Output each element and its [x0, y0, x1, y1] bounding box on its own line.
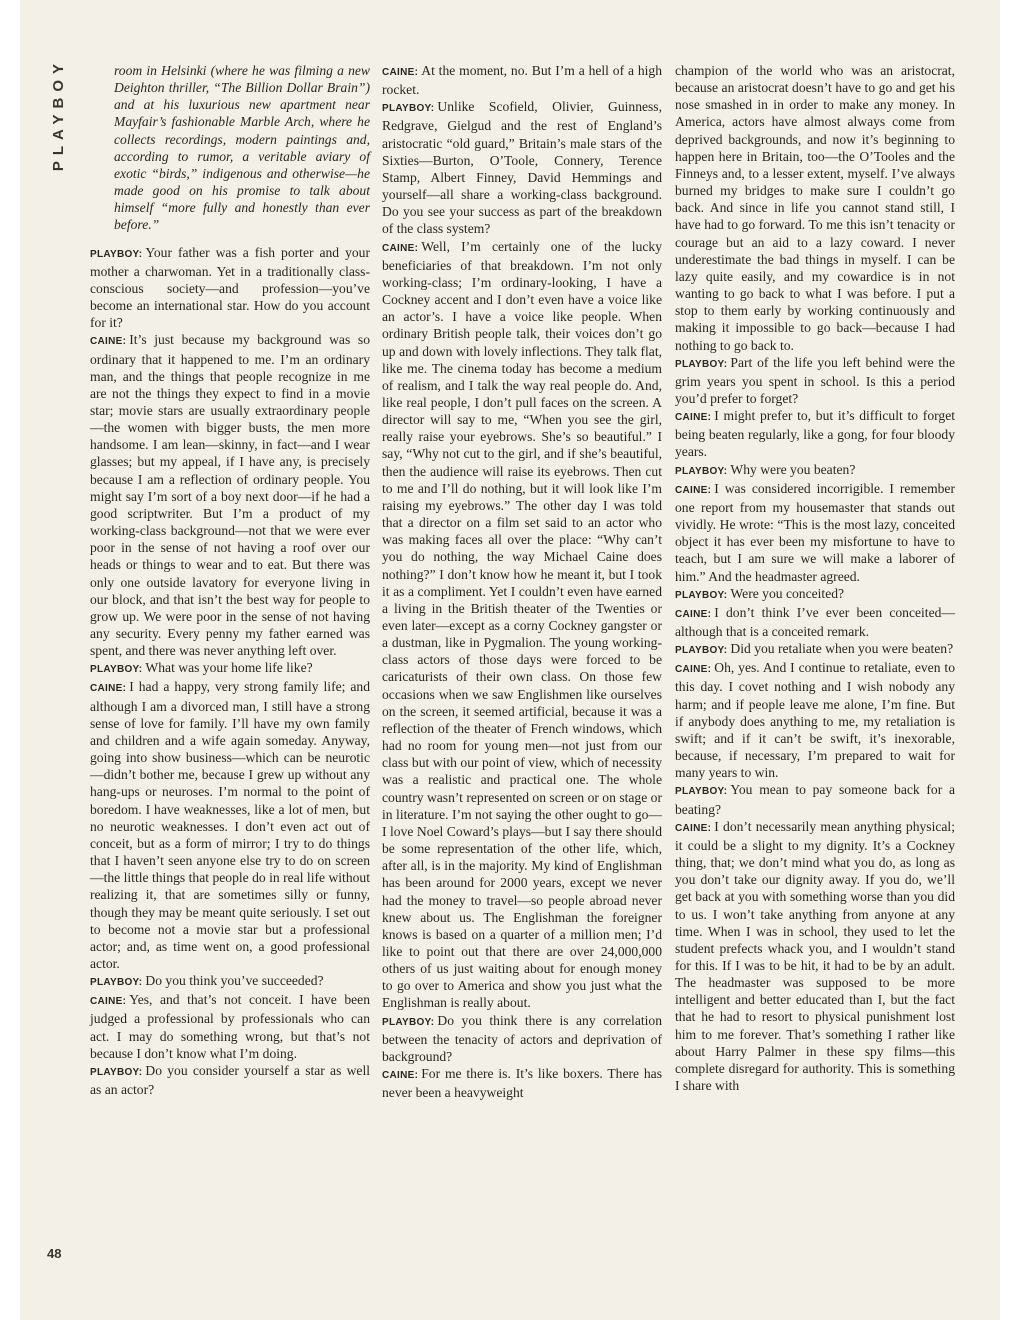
paragraph-text: Oh, yes. And I continue to retaliate, even to this day. I covet nothing and I wish nobody any harm; and if people leave me alone, I’m fine. But if anybody does anything to me, my retaliation is swift; and if it can’t be swift, it’s inexorable, because, if necessary, I’m prepared to wait for many years to win. — [675, 660, 955, 781]
interview-paragraph — [90, 972, 370, 991]
interview-paragraph — [90, 244, 370, 332]
text-column-2 — [382, 62, 662, 1101]
interview-paragraph — [675, 781, 955, 817]
paragraph-text: For me there is. It’s like boxers. There has never been a heavyweight — [382, 1066, 662, 1101]
magazine-page — [20, 0, 1000, 1320]
interview-paragraph — [90, 1062, 370, 1098]
text-column-1 — [90, 62, 370, 1098]
intro-paragraph: room in Helsinki (where he was filming a new Deighton thriller, “The Billion Dollar Brain”) and at his luxurious new apartment near Mayfair’s fashionable Marble Arch, where he collects recordings, modern paintings and, according to rumor, a veritable aviary of exotic “birds,” indigenous and otherwise—he made good on his promise to talk about himself “more fully and honestly than ever before.” — [114, 63, 370, 233]
speaker-label: PLAYBOY: — [675, 589, 728, 601]
paragraph-text: Unlike Scofield, Olivier, Guinness, Redgrave, Gielgud and the rest of England’s aristocratic “old guard,” Britain’s male stars of the Sixties—Burton, O’Toole, Connery, Terence Stamp, Albert Finney, David Hemmings and yourself—all share a working-class background. Do you see your success as part of the breakdown of the class system? — [382, 99, 662, 237]
interview-paragraph — [675, 354, 955, 407]
paragraph-text: Yes, and that’s not conceit. I have been judged a professional by professionals who can act. I may do something wrong, but that’s not because I don’t know what I’m doing. — [90, 992, 370, 1061]
paragraph-text: Part of the life you left behind were the grim years you spent in school. Is this a period you’d prefer to forget? — [675, 354, 955, 406]
interview-paragraph — [675, 407, 955, 460]
paragraph-text: Your father was a fish porter and your mother a charwoman. Yet in a traditionally class-conscious society—and profession—you’ve become an international star. How do you account for it? — [90, 244, 370, 331]
speaker-label: PLAYBOY: — [90, 248, 143, 260]
page-number: 48 — [47, 1246, 62, 1261]
speaker-label: CAINE: — [90, 336, 127, 348]
paragraph-text: I was considered incorrigible. I remember one report from my housemaster that stands out vividly. He wrote: “This is the most lazy, conceited object it has ever been my misfortune to have to teach, but I am sure we will make a laborer of him.” And the headmaster agreed. — [675, 480, 955, 584]
paragraph-text: Were you conceited? — [730, 585, 845, 601]
paragraph-text: Why were you beaten? — [730, 461, 856, 477]
paragraph-text: I don’t necessarily mean anything physical; it could be a slight to my dignity. It’s a Cockney thing, that; we don’t mind what you do, as long as you don’t take our dignity away. If you do, we’ll get back at you with something worse than you did to us. I won’t take anything from anyone at any time. When I was in school, they used to let the student prefects whack you, and I wouldn’t stand for this. If I was to be hit, it had to be by an adult. The headmaster was supposed to be more intelligent and better educated than I, but the fact that he had to resort to physical punishment lost him to me forever. That’s something I rather like about Harry Palmer in these spy films—this complete disregard for authority. This is something I share with — [675, 818, 955, 1094]
interview-paragraph — [675, 480, 955, 585]
interview-paragraph — [675, 585, 955, 604]
paragraph-text: Do you think there is any correlation between the tenacity of actors and deprivation of background? — [382, 1012, 662, 1064]
speaker-label: CAINE: — [675, 484, 712, 496]
speaker-label: CAINE: — [382, 242, 419, 254]
text-column-3 — [675, 62, 955, 1094]
interview-paragraph — [675, 640, 955, 659]
speaker-label: PLAYBOY: — [90, 1066, 143, 1078]
interview-paragraph — [675, 461, 955, 480]
interview-paragraph — [382, 1065, 662, 1101]
speaker-label: PLAYBOY: — [90, 977, 143, 989]
speaker-label: CAINE: — [90, 683, 127, 695]
paragraph-text: At the moment, no. But I’m a hell of a high rocket. — [382, 63, 662, 98]
paragraph-text: What was your home life like? — [145, 660, 313, 676]
interview-paragraph — [382, 98, 662, 237]
speaker-label: CAINE: — [675, 412, 712, 424]
speaker-label: CAINE: — [382, 67, 419, 78]
interview-paragraph — [90, 331, 370, 659]
paragraph-text: I had a happy, very strong family life; and although I am a divorced man, I still have a strong sense of love for family. I’ll have my own family and children and a wife again someday. Anyway, going into show business—which can be neurotic—didn’t bother me, because I grew up without any hang-ups or neuroses. I’m normal to the point of boredom. I have weaknesses, like a lot of men, but no neurotic weaknesses. I don’t even act out of conceit, but as a form of mirror; I try to do things that I haven’t seen anyone else try to do on screen—the little things that people do in real life without realizing it, that are sometimes silly or funny, though they may be meant quite seriously. I set out to become not a movie star but a professional actor; and, as time went on, a good professional actor. — [90, 679, 370, 971]
paragraph-text: Did you retaliate when you were beaten? — [730, 641, 954, 657]
speaker-label: PLAYBOY: — [675, 465, 728, 477]
paragraph-text: It’s just because my background was so ordinary that it happened to me. I’m an ordinary man, and the things that people recognize in me are not the things they expect to find in a movie star; movie stars are usually extraordinary people—the women with bigger busts, the men more handsome. I am lean—skinny, in fact—and I wear glasses; but my appeal, if I have any, is precisely because I am a reflection of ordinary people. You might say I’m sort of a boy next door—if he had a good scriptwriter. But I’m a product of my working-class background—not that we were ever poor in the sense of not having a roof over our heads or things to wear and to eat. But there was only one outside lavatory for everyone living in our block, and that isn’t the best way for people to grow up. We were poor in the sense of not having any security. Every penny my father earned was spent, and there was never anything left over. — [90, 332, 370, 659]
interview-paragraph — [675, 818, 955, 1095]
paragraph-text: champion of the world who was an aristocrat, because an aristocrat doesn’t have to go and get his nose smashed in in order to make any money. In America, actors have almost always come from deprived backgrounds, and now it’s beginning to happen here in Britain, too—the O’Tooles and the Finneys and, to a lesser extent, myself. I’ve always burned my bridges to make sure I couldn’t go back. And since in life you cannot stand still, I have had to go forward. To me this isn’t tenacity or courage but an aid to a lazy coward. I never underestimate the bad things in myself. I can be lazy quite easily, and my cowardice is in not wanting to go back to what I was before. I put a stop to them early by working continuously and making it impossible to go back—because I had nothing to go back to. — [675, 63, 955, 353]
paragraph-text: I don’t think I’ve ever been conceited—although that is a conceited remark. — [675, 604, 955, 639]
speaker-label: PLAYBOY: — [675, 786, 728, 798]
interview-paragraph — [382, 1012, 662, 1065]
interview-paragraph — [90, 678, 370, 972]
interview-paragraph — [382, 62, 662, 98]
interview-paragraph — [675, 62, 955, 354]
magazine-sidebar-logo: PLAYBOY — [50, 58, 67, 172]
speaker-label: PLAYBOY: — [90, 664, 143, 676]
speaker-label: PLAYBOY: — [675, 645, 728, 657]
speaker-label: PLAYBOY: — [382, 103, 435, 115]
speaker-label: CAINE: — [382, 1070, 419, 1082]
speaker-label: CAINE: — [675, 664, 712, 676]
paragraph-text: You mean to pay someone back for a beating? — [675, 782, 955, 817]
paragraph-text: Do you consider yourself a star as well as an actor? — [90, 1062, 370, 1098]
interview-paragraph — [382, 238, 662, 1012]
interview-paragraph — [90, 991, 370, 1062]
speaker-label: PLAYBOY: — [382, 1016, 435, 1028]
speaker-label: PLAYBOY: — [675, 358, 728, 370]
interview-paragraph — [90, 659, 370, 678]
interview-paragraph — [675, 604, 955, 640]
paragraph-text: Do you think you’ve succeeded? — [145, 973, 324, 989]
paragraph-text: Well, I’m certainly one of the lucky beneficiaries of that breakdown. I’m not only working-class; I’m ordinary-looking, I have a Cockney accent and I don’t even have a voice like an actor’s. I have a voice like people. When ordinary British people talk, their voices don’t go up and down with lovely inflections. They talk flat, like me. The cinema today has become a medium of realism, and I talk the way real people do. And, like real people, I don’t pull faces on the screen. A director will say to me, “When you see the girl, really raise your eyebrows. She’s so beautiful.” I say, “Why not cut to the girl, and if she’s beautiful, then the audience will raise its eyebrows. Then cut to me and I’ll do nothing, but it will look like I’m raising my eyebrows.” The other day I was told that a director on a film set said to an actor who was making faces all over the place: “Why can’t you do nothing, the way Michael Caine does nothing?” I don’t know how he meant it, but I took it as a compliment. Yet I couldn’t even have earned a living in the British theater of the Twenties or even later—except as a corny Cockney gangster or a dustman, like in Pygmalion. The young working-class actors of those days were forced to be caricaturists of their own class. On those few occasions when we saw Englishmen like ourselves on the screen, it seemed artificial, because it was a reflection of the theater of French windows, which had no room for young men—not just from our class but with our point of view, which of necessity was a realistic and practical one. The whole country wasn’t represented on screen or on stage or in literature. I’m not saying the other ought to go—I love Noel Coward’s plays—but I say there should be some representation of the other life, which, after all, is in the majority. My kind of Englishman has been around for 2000 years, except we never had the money to travel—so people abroad never knew about us. The Englishman the foreigner knows is based on a quarter of a million men; I’d like to point out that there are over 24,000,000 others of us just waiting about for enough money to go over to America and show you just what the Englishman is really about. — [382, 238, 662, 1011]
speaker-label: CAINE: — [675, 608, 712, 620]
interview-paragraph — [675, 659, 955, 781]
speaker-label: CAINE: — [90, 996, 127, 1008]
speaker-label: CAINE: — [675, 822, 712, 834]
paragraph-text: I might prefer to, but it’s difficult to forget being beaten regularly, like a gong, for four bloody years. — [675, 408, 955, 460]
